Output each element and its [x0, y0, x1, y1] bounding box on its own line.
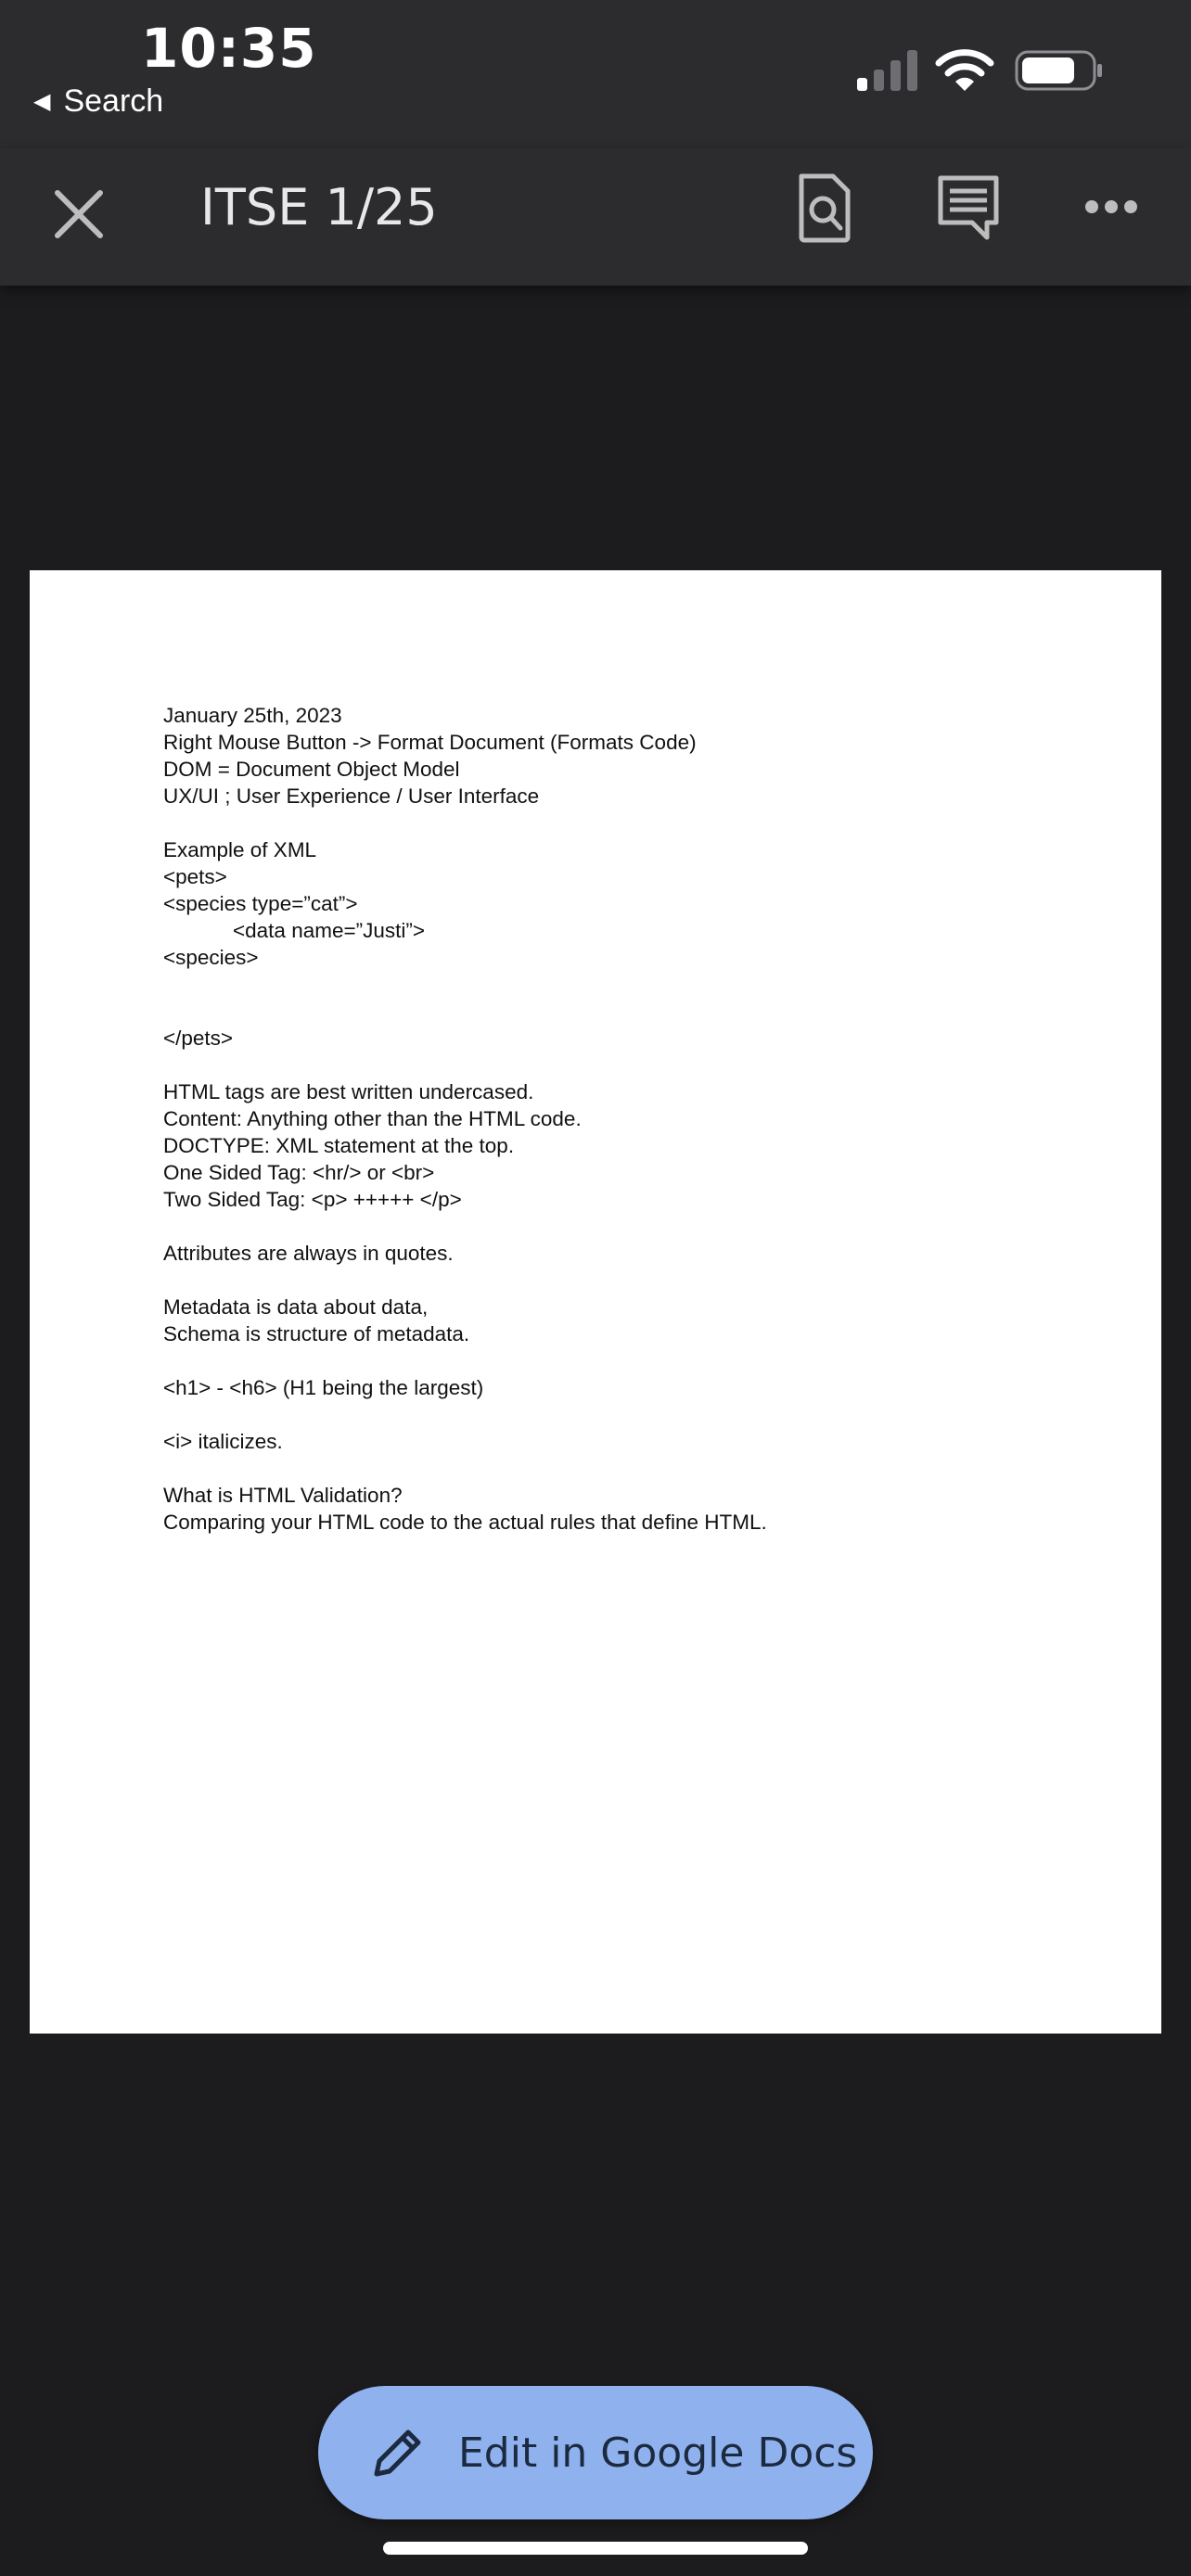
document-line: <h1> - <h6> (H1 being the largest) [163, 1376, 484, 1399]
document-line: What is HTML Validation? [163, 1484, 403, 1507]
document-line: Content: Anything other than the HTML code. [163, 1107, 582, 1130]
back-triangle-icon: ◀ [33, 89, 51, 114]
status-time: 10:35 [141, 17, 317, 80]
edit-in-google-docs-button[interactable] [318, 2386, 873, 2519]
home-indicator [383, 2542, 808, 2555]
document-line: Schema is structure of metadata. [163, 1322, 470, 1345]
find-in-document-icon[interactable] [796, 172, 853, 243]
comment-icon[interactable] [937, 174, 1000, 241]
document-line: <species> [163, 946, 259, 969]
document-page[interactable] [30, 570, 1161, 2034]
document-toolbar [0, 148, 1191, 286]
document-line: <data name=”Justi”> [163, 919, 426, 942]
document-line: Two Sided Tag: <p> +++++ </p> [163, 1188, 462, 1211]
document-line [163, 810, 1091, 836]
document-line: Right Mouse Button -> Format Document (Formats Code) [163, 731, 697, 754]
document-line: DOCTYPE: XML statement at the top. [163, 1134, 515, 1157]
battery-icon [1015, 50, 1104, 91]
document-line [163, 1401, 1091, 1428]
document-body [163, 702, 1091, 1536]
document-line: One Sided Tag: <hr/> or <br> [163, 1161, 435, 1184]
status-bar [0, 0, 1191, 148]
document-line [163, 1052, 1091, 1078]
edit-button-label: Edit in Google Docs [458, 2429, 858, 2477]
document-line: January 25th, 2023 [163, 704, 342, 727]
more-horizontal-icon[interactable] [1083, 193, 1139, 221]
document-line: Metadata is data about data, [163, 1295, 429, 1319]
document-line: <pets> [163, 865, 227, 888]
document-line: Comparing your HTML code to the actual rules that define HTML. [163, 1511, 767, 1534]
document-line [163, 1213, 1091, 1240]
document-line: HTML tags are best written undercased. [163, 1080, 534, 1103]
document-line: Attributes are always in quotes. [163, 1242, 454, 1265]
document-line: DOM = Document Object Model [163, 758, 460, 781]
wifi-icon [935, 48, 994, 93]
cellular-signal-icon [857, 50, 918, 91]
document-title: ITSE 1/25 [200, 178, 438, 236]
document-line: Example of XML [163, 838, 317, 861]
document-line [163, 971, 1091, 998]
close-icon[interactable] [48, 184, 109, 245]
document-line: </pets> [163, 1027, 234, 1050]
back-to-search-button[interactable] [33, 83, 163, 120]
back-search-label: Search [63, 83, 164, 119]
document-line: <i> italicizes. [163, 1430, 283, 1453]
document-line: UX/UI ; User Experience / User Interface [163, 784, 540, 808]
document-line [163, 1455, 1091, 1482]
document-line [163, 1267, 1091, 1294]
pencil-icon [369, 2424, 427, 2481]
document-line [163, 1347, 1091, 1374]
document-line: <species type=”cat”> [163, 892, 358, 915]
document-line [163, 998, 1091, 1025]
